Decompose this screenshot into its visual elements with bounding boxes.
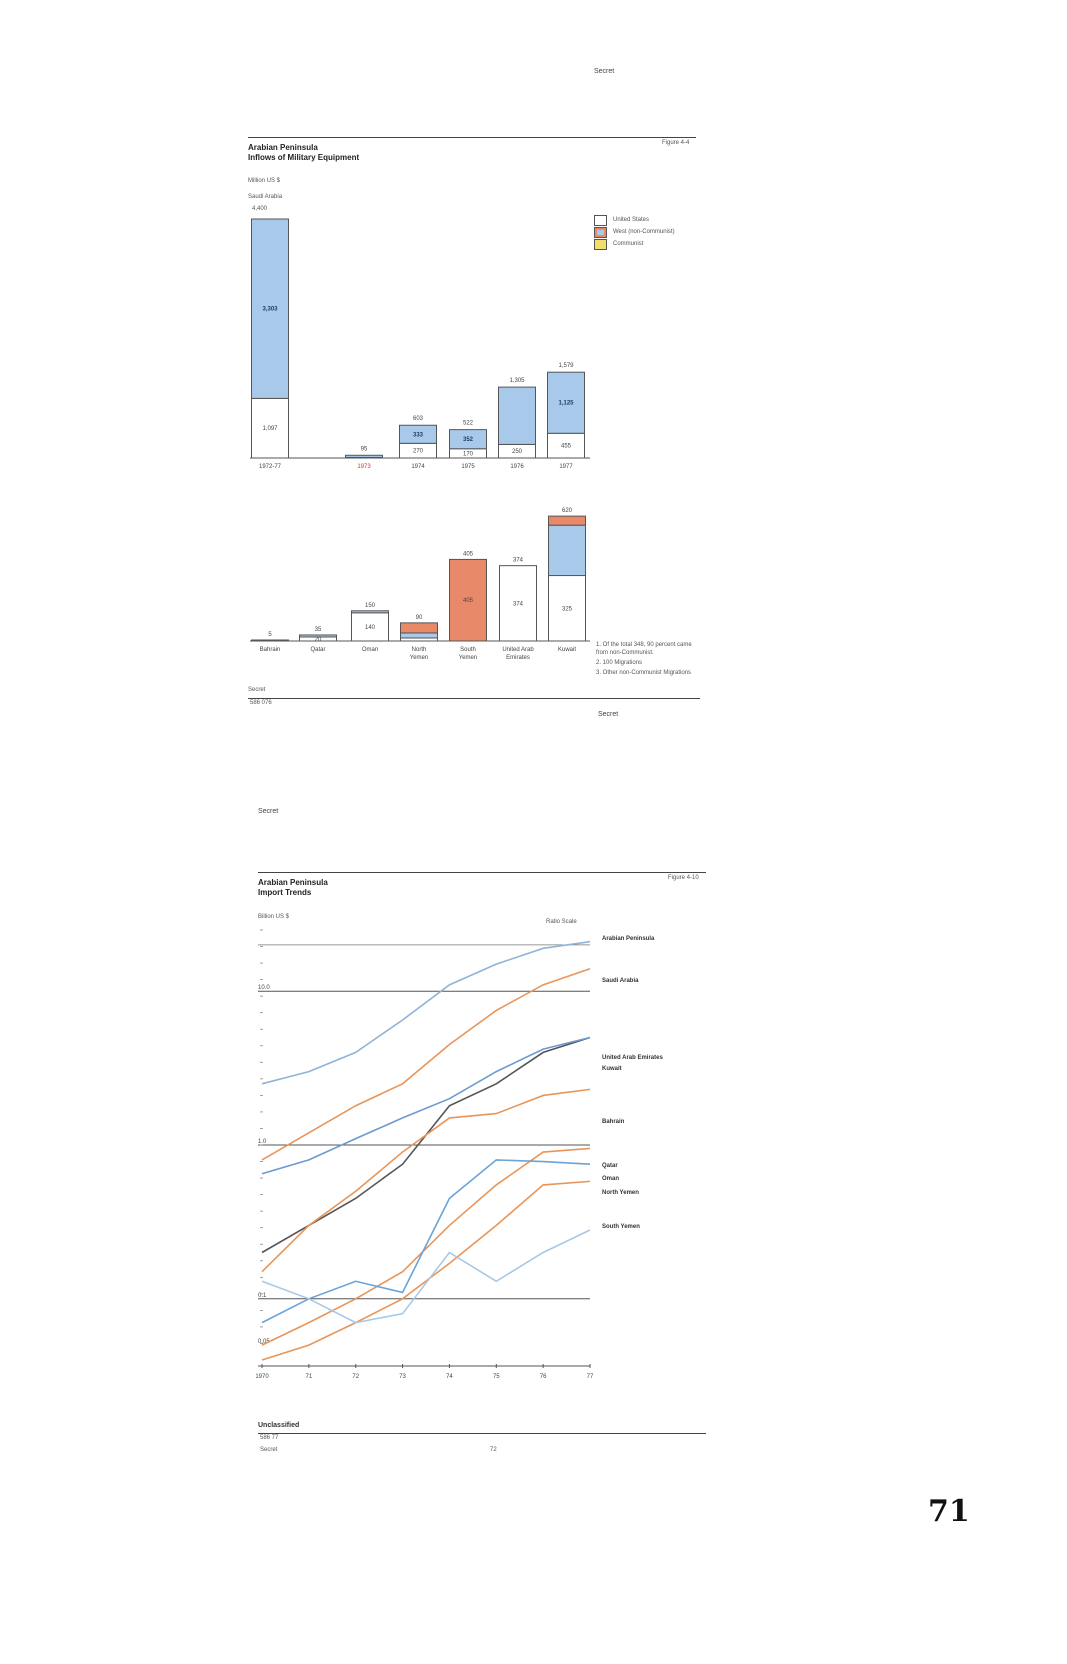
fig1-bar-charts [0,0,1067,760]
fig2-units: Billion US $ [258,914,290,920]
saudi-xtick-1: 1973 [357,464,371,470]
others-total-0: 5 [268,631,272,638]
saudi-xtick-2: 1974 [411,464,425,470]
others-total-5: 374 [512,557,524,564]
saudi-label-us-0: 1,097 [262,426,278,433]
fig1-saudi-label: Saudi Arabia [248,194,283,200]
others-bar-0-0 [252,640,289,641]
others-label-6: 325 [561,606,573,613]
series-label-7: North Yemen [602,1190,639,1196]
fig2-bottom-rule [258,1433,706,1434]
fig1-title-line1: Arabian Peninsula [248,143,318,152]
fig1-units: Million US $ [248,178,281,184]
xtick-label-7: 77 [586,1374,594,1380]
fig2-classification: Unclassified [258,1422,300,1429]
fig1-source: Secret [248,687,266,693]
footnote-2: 2. 100 Migrations [596,660,643,666]
legend-label-west: West (non-Communist) [613,229,675,235]
others-xtick-3: North [411,647,427,653]
others-xtick-0: Bahrain [259,647,281,653]
series-label-3: Kuwait [602,1066,622,1072]
fig1-figure-label: Figure 4-4 [662,140,690,146]
legend-label-us: United States [613,217,650,223]
fig2-line-chart [0,900,1067,1380]
fig2-title-line1: Arabian Peninsula [258,878,328,887]
fig1-title-line2: Inflows of Military Equipment [248,153,360,162]
others-label-2: 140 [364,624,376,631]
saudi-xtick-0: 1972-77 [258,464,282,470]
others-xtick-5: United Arab [502,647,534,653]
footnote-1: 1. Of the total 348, 90 percent came from non-Communist. [596,642,692,656]
series-label-0: Arabian Peninsula [602,936,655,942]
fig1-axis-top: 4,400 [252,206,268,212]
saudi-label-west-2: 333 [412,432,424,439]
xtick-label-5: 75 [492,1374,500,1380]
saudi-total-4: 1,305 [509,378,525,385]
footnote-3: 3. Other non-Communist Migrations [596,670,692,676]
fig2-title-line2: Import Trends [258,888,312,897]
series-line-6 [262,1160,590,1323]
saudi-label-west-0: 3,303 [262,306,278,313]
fig2-footer-left: Secret [260,1447,278,1453]
fig1-bottom-rule [248,698,700,699]
others-total-6: 620 [561,508,573,515]
ytick-label-3: 0.05 [258,1339,270,1346]
others-total-1: 35 [314,626,322,633]
fig1-footnotes [596,641,696,677]
fig2-top-rule [258,872,706,873]
xtick-label-4: 74 [446,1374,453,1380]
xtick-label-0: 1970 [255,1374,269,1380]
others-total-3: 90 [415,614,423,621]
saudi-label-west-5: 1,125 [558,400,574,407]
others-xtick-4: South [460,647,476,653]
others-bar-2-3 [401,623,438,633]
saudi-label-us-3: 170 [462,451,474,458]
saudi-xtick-3: 1975 [461,464,475,470]
series-label-5: Qatar [602,1163,618,1169]
series-label-6: Oman [602,1176,620,1182]
others-label-1: 20 [314,636,322,643]
others-total-2: 150 [364,602,376,609]
top-classification: Secret [594,68,615,75]
others-label-4: 405 [462,598,474,605]
series-line-1 [262,969,590,1160]
xtick-label-1: 71 [305,1374,313,1380]
series-label-8: South Yemen [602,1224,640,1230]
saudi-xtick-4: 1976 [510,464,524,470]
others-xtick-2: Oman [361,647,379,653]
others-bar-1-2 [352,611,389,613]
others-total-4: 405 [462,551,474,558]
legend-label-communist: Communist [613,241,644,247]
saudi-label-west-3: 352 [462,437,474,444]
xtick-label-3: 73 [399,1374,406,1380]
page-number: 71 [928,1494,970,1529]
others-xtick2-3: Yemen [409,655,429,661]
series-line-7 [262,1181,590,1360]
saudi-total-5: 1,579 [558,363,574,370]
ytick-label-1: 1.0 [258,1139,267,1145]
fig2-header-classification: Secret [258,808,279,815]
others-bar-1-6 [549,525,586,575]
saudi-label-us-5: 455 [560,443,572,450]
saudi-total-3: 522 [462,420,474,427]
ytick-label-2: 0.1 [258,1292,267,1299]
saudi-total-1: 95 [360,446,368,453]
series-label-4: Bahrain [602,1119,625,1125]
xtick-label-2: 72 [352,1374,360,1380]
series-line-0 [262,942,590,1084]
saudi-bar-west-4 [499,387,536,444]
saudi-total-2: 603 [412,416,424,423]
others-bar-2-6 [549,516,586,525]
others-xtick2-4: Yemen [458,655,478,661]
fig2-scale-note: Ratio Scale [546,919,577,925]
others-xtick2-5: Emirates [506,655,530,661]
series-label-1: Saudi Arabia [602,978,639,984]
fig2-footer-code: 586 77 [260,1435,279,1441]
ytick-label-0: 10.0 [258,985,270,992]
fig1-bottom-classification: Secret [598,711,619,718]
fig1-footer-code: 586 076 [250,700,272,706]
fig2-figure-label: Figure 4-10 [668,875,699,881]
saudi-xtick-5: 1977 [559,464,573,470]
fig2-footer-page: 72 [490,1447,497,1453]
series-label-2: United Arab Emirates [602,1055,663,1061]
xtick-label-6: 76 [539,1374,547,1380]
others-label-5: 374 [512,601,524,608]
others-xtick-6: Kuwait [557,647,577,653]
saudi-label-us-2: 270 [412,448,424,455]
others-xtick-1: Qatar [310,647,326,653]
others-bar-1-3 [401,633,438,638]
saudi-label-us-4: 250 [511,449,523,456]
saudi-bar-west-1 [346,455,383,457]
